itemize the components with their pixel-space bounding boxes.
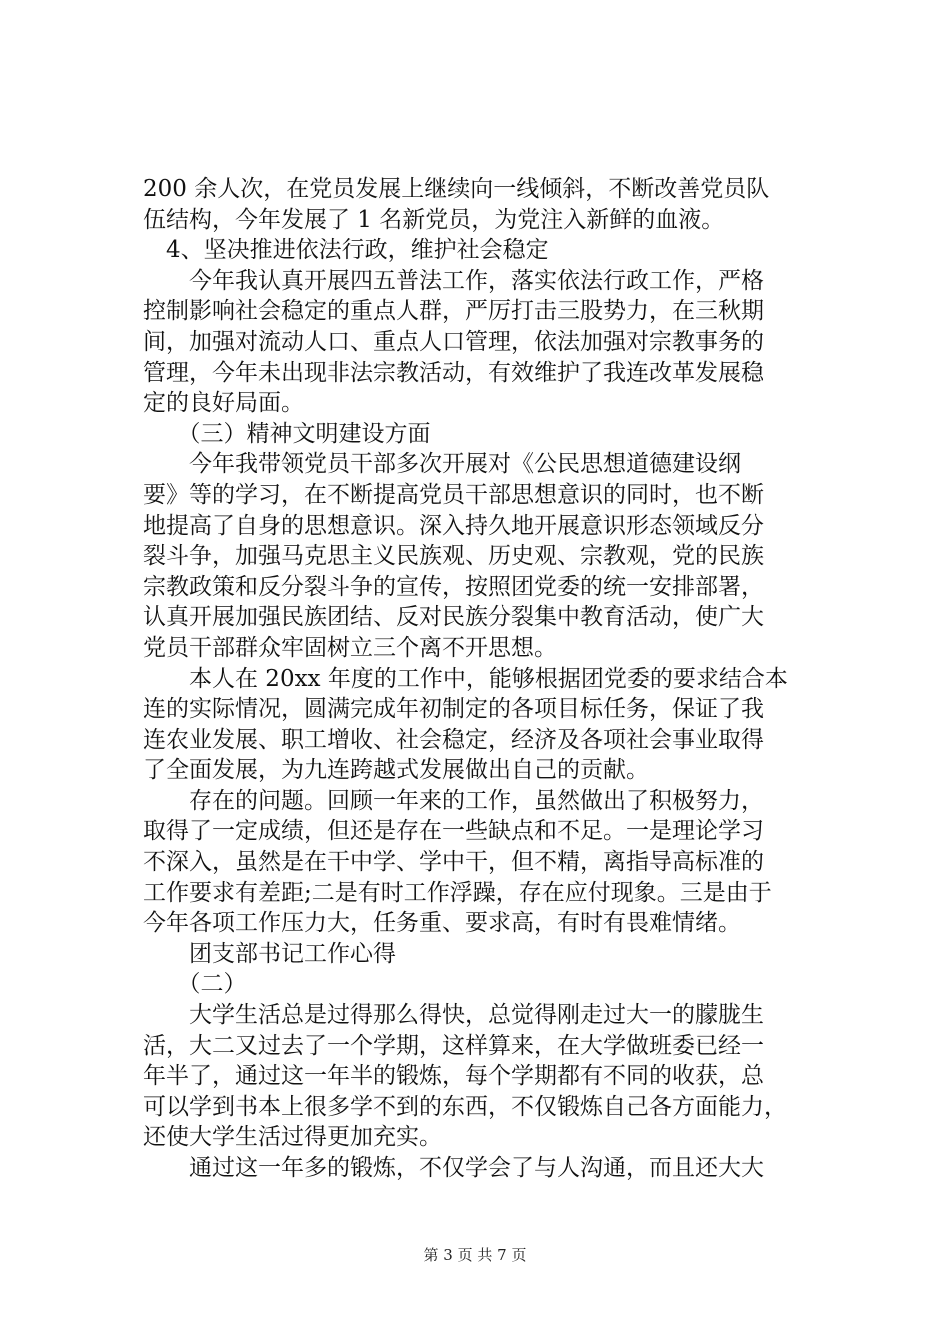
- text-line: 200 余人次，在党员发展上继续向一线倾斜，不断改善党员队: [143, 176, 770, 202]
- text-line: 地提高了自身的思想意识。深入持久地开展意识形态领域反分: [143, 512, 764, 539]
- text-line: 党员干部群众牢固树立三个离不开思想。: [143, 634, 557, 661]
- text-line: 今年各项工作压力大，任务重、要求高，有时有畏难情绪。: [143, 910, 741, 937]
- text-line: 活，大二又过去了一个学期，这样算来，在大学做班委已经一: [143, 1032, 764, 1059]
- text-line: 本人在 20xx 年度的工作中，能够根据团党委的要求结合本: [143, 665, 788, 692]
- section-heading: 4、坚决推进依法行政，维护社会稳定: [143, 237, 549, 264]
- text-line: 认真开展加强民族团结、反对民族分裂集中教育活动，使广大: [143, 604, 764, 631]
- text-line: 了全面发展，为九连跨越式发展做出自己的贡献。: [143, 757, 649, 784]
- section-heading: （三）精神文明建设方面: [143, 420, 431, 447]
- text-line: 定的良好局面。: [143, 390, 304, 417]
- text-line: 今年我带领党员干部多次开展对《公民思想道德建设纲: [143, 451, 741, 478]
- text-line: 管理，今年未出现非法宗教活动，有效维护了我连改革发展稳: [143, 359, 764, 386]
- text-line: 可以学到书本上很多学不到的东西，不仅锻炼自己各方面能力，: [143, 1093, 787, 1120]
- section-heading: 团支部书记工作心得: [143, 940, 396, 967]
- text-line: 大学生活总是过得那么得快，总觉得刚走过大一的朦胧生: [143, 1002, 764, 1029]
- text-line: 今年我认真开展四五普法工作，落实依法行政工作，严格: [143, 267, 764, 294]
- text-line: 存在的问题。回顾一年来的工作，虽然做出了积极努力，: [143, 787, 764, 814]
- text-line: 要》等的学习，在不断提高党员干部思想意识的同时，也不断: [143, 481, 764, 508]
- text-line: 年半了，通过这一年半的锻炼，每个学期都有不同的收获，总: [143, 1063, 764, 1090]
- text-line: 连的实际情况，圆满完成年初制定的各项目标任务，保证了我: [143, 696, 764, 723]
- text-line: 通过这一年多的锻炼，不仅学会了与人沟通，而且还大大: [143, 1155, 764, 1181]
- text-line: 还使大学生活过得更加充实。: [143, 1124, 442, 1151]
- page-footer: 第 3 页 共 7 页: [423, 1246, 527, 1264]
- text-line: 工作要求有差距;二是有时工作浮躁，存在应付现象。三是由于: [143, 879, 772, 906]
- text-line: 宗教政策和反分裂斗争的宣传，按照团党委的统一安排部署，: [143, 573, 764, 600]
- text-line: 连农业发展、职工增收、社会稳定，经济及各项社会事业取得: [143, 726, 764, 753]
- text-line: 裂斗争，加强马克思主义民族观、历史观、宗教观，党的民族: [143, 543, 764, 570]
- text-line: 伍结构，今年发展了 1 名新党员，为党注入新鲜的血液。: [143, 206, 725, 233]
- document-body: [143, 174, 833, 1184]
- text-line: 控制影响社会稳定的重点人群，严厉打击三股势力，在三秋期: [143, 298, 764, 325]
- text-line: 取得了一定成绩，但还是存在一些缺点和不足。一是理论学习: [143, 818, 764, 845]
- section-heading: （二）: [143, 971, 247, 998]
- text-line: 不深入，虽然是在干中学、学中干，但不精，离指导高标准的: [143, 849, 764, 876]
- text-line: 间，加强对流动人口、重点人口管理，依法加强对宗教事务的: [143, 328, 764, 355]
